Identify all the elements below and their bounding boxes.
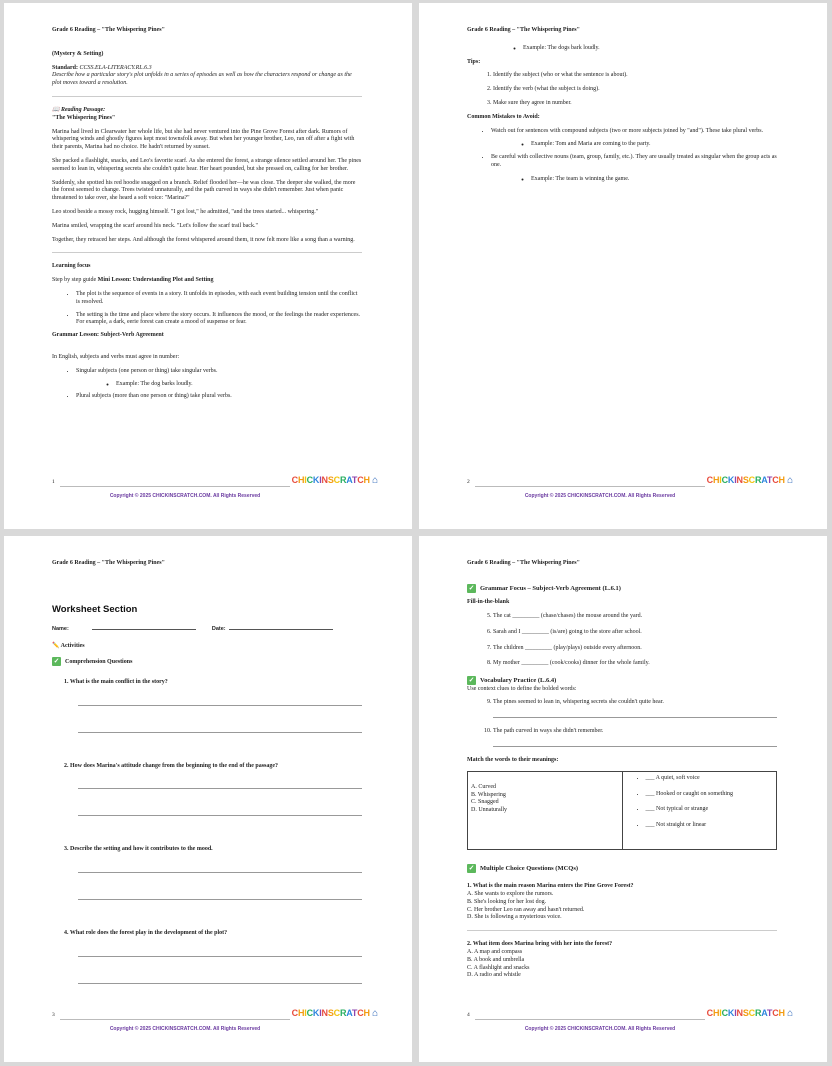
- tip-item: 2. Identify the verb (what the subject is doing).: [493, 86, 777, 94]
- page-2: [419, 3, 827, 529]
- list-item: 9. The pines seemed to lean in, whispering secrets she couldn't quite hear.: [493, 699, 777, 707]
- list-item: • Watch out for sentences with compound subjects (two or more subjects joined by "and"). These take plural verbs. ◦ Example: Tom and Maria are coming to the party.: [491, 128, 777, 150]
- home-icon: ⌂: [787, 1007, 793, 1019]
- check-icon: ✓: [53, 657, 60, 666]
- page-4: [419, 536, 827, 1062]
- match-meaning[interactable]: • ___ Not typical or strange: [646, 806, 774, 814]
- fill-title: Fill-in-the-blank: [467, 599, 510, 606]
- tips-title: Tips:: [467, 58, 481, 65]
- match-words: [468, 771, 623, 849]
- match-meaning[interactable]: • ___ Hooked or caught on something: [646, 791, 774, 799]
- page-header: Grade 6 Reading – "The Whispering Pines": [467, 27, 580, 33]
- divider: [52, 252, 362, 253]
- list-item: ◦ Example: The dog barks loudly.: [116, 381, 362, 389]
- question: 2. How does Marina's attitude change from the beginning to the end of the passage?: [64, 762, 279, 769]
- match-word: D. Unnaturally: [471, 807, 507, 814]
- list-item: • The plot is the sequence of events in a story. It unfolds in episodes, with each event building tension until the conflict is resolved.: [76, 291, 362, 307]
- example-list: [507, 45, 777, 53]
- tip-item: 3. Make sure they agree in number.: [493, 100, 777, 108]
- match-title: Match the words to their meanings:: [467, 757, 559, 764]
- answer-line[interactable]: [78, 983, 362, 984]
- match-meanings: [622, 771, 777, 849]
- vocab-list: [493, 699, 777, 707]
- passage-paragraph: Suddenly, she spotted his red hoodie snagged on a branch. Relief flooded her—he was close. The deeper she walked, the more the forest seemed to change. Trees twisted unnaturally, and the path curved in ways she didn't remember. Just when panic threatened to take over, she heard a soft voice: "Marina?": [52, 179, 356, 202]
- passage-paragraph: Leo stood beside a mossy rock, hugging himself. "I got lost," he admitted, "and the trees started... whispering.": [52, 208, 319, 215]
- logo: CHICKINSCRATCH ⌂: [706, 1007, 793, 1019]
- home-icon: ⌂: [372, 1007, 378, 1019]
- answer-line[interactable]: [78, 732, 362, 733]
- mistakes-list: [491, 128, 777, 184]
- page-header: Grade 6 Reading – "The Whispering Pines": [467, 560, 580, 566]
- list-item: • Plural subjects (more than one person or thing) take plural verbs.: [76, 393, 362, 401]
- vocab-title: ✓ Vocabulary Practice (L.6.4): [468, 676, 557, 685]
- passage-paragraph: Marina had lived in Clearwater her whole life, but she had never ventured into the Pine Grove Forest after dark. Rumors of whispering winds and ghostly figures kept most townsfolk away. But when her younger brother, Leo, ran off after a fight with their parents, Marina had no choice. He hadn't returned by sunset.: [52, 128, 355, 151]
- divider: [467, 930, 777, 931]
- page-footer: [467, 1007, 793, 1033]
- vocab-intro: Use context clues to define the bolded words:: [467, 685, 577, 692]
- logo: CHICKINSCRATCH ⌂: [291, 474, 378, 486]
- lesson-title: Step by step guide Mini Lesson: Understanding Plot and Setting: [52, 277, 214, 284]
- list-item: 7. The children _________ (play/plays) outside every afternoon.: [493, 645, 777, 653]
- home-icon: ⌂: [372, 474, 378, 486]
- name-date-row: Name: Date:: [52, 626, 362, 633]
- match-word: B. Whispering: [471, 791, 506, 798]
- mcq-option[interactable]: B. She's looking for her lost dog.: [467, 898, 547, 905]
- divider: [52, 96, 362, 97]
- match-table: [467, 771, 777, 850]
- answer-line[interactable]: [78, 788, 362, 789]
- match-meaning[interactable]: • ___ Not straight or linear: [646, 822, 774, 830]
- check-icon: ✓: [468, 583, 475, 592]
- page-footer: [52, 474, 378, 500]
- tips-list: [493, 72, 777, 107]
- match-word: A. Curved: [471, 783, 496, 790]
- page-number: 1: [52, 478, 55, 485]
- mcq-option[interactable]: D. A radio and whistle: [467, 972, 521, 979]
- list-item: • Singular subjects (one person or thing) take singular verbs. ◦ Example: The dog barks loudly.: [76, 368, 362, 389]
- mcq-option[interactable]: C. Her brother Leo ran away and hasn't returned.: [467, 906, 585, 913]
- lesson-list: [76, 291, 362, 327]
- list-item: 5. The cat _________ (chase/chases) the mouse around the yard.: [493, 613, 777, 621]
- copyright: Copyright © 2025 CHICKINSCRATCH.COM. All Rights Reserved: [109, 492, 261, 499]
- home-icon: ⌂: [787, 474, 793, 486]
- date-field[interactable]: [229, 629, 333, 630]
- fill-list: [493, 613, 777, 668]
- check-icon: ✓: [468, 863, 475, 872]
- question-text: What role does the forest play in the development of the plot?: [69, 930, 228, 937]
- mcq-question: 2. What item does Marina bring with her into the forest?: [467, 941, 613, 948]
- page-3: [4, 536, 412, 1062]
- standard: Standard: CCSS.ELA-LITERACY.RL.6.3 Describe how a particular story's plot unfolds in a series of episodes as well as how the characters respond or change as the plot moves toward a resolution.: [52, 64, 352, 87]
- mcq-question: 1. What is the main reason Marina enters the Pine Grove Forest?: [467, 883, 634, 890]
- answer-line[interactable]: [78, 872, 362, 873]
- list-item: ◦ Example: The dogs bark loudly.: [523, 45, 777, 53]
- passage-paragraph: Marina smiled, wrapping the scarf around his neck. "Let's follow the scarf trail back.": [52, 222, 258, 229]
- list-item: 10. The path curved in ways she didn't remember.: [493, 728, 777, 736]
- name-field[interactable]: [92, 629, 196, 630]
- passage-label: 📖 Reading Passage:: [52, 106, 106, 113]
- question-text: Describe the setting and how it contributes to the mood.: [70, 846, 213, 853]
- mcq-option[interactable]: C. A flashlight and snacks: [467, 964, 530, 971]
- page-footer: [52, 1007, 378, 1033]
- answer-line[interactable]: [78, 815, 362, 816]
- page-header: Grade 6 Reading – "The Whispering Pines": [52, 560, 165, 566]
- copyright: Copyright © 2025 CHICKINSCRATCH.COM. All Rights Reserved: [109, 1025, 261, 1032]
- mcq-option[interactable]: B. A book and umbrella: [467, 956, 525, 963]
- grammar-intro: In English, subjects and verbs must agree in number:: [52, 353, 180, 360]
- genre: (Mystery & Setting): [52, 50, 104, 57]
- worksheet-title: Worksheet Section: [52, 603, 138, 615]
- list-item: • The setting is the time and place where the story occurs. It influences the mood, or the feelings the reader experiences. For example, a dark, eerie forest can create a mood of suspense or fear.: [76, 312, 362, 328]
- question-text: What is the main conflict in the story?: [69, 678, 168, 685]
- copyright: Copyright © 2025 CHICKINSCRATCH.COM. All Rights Reserved: [524, 1025, 676, 1032]
- mistakes-title: Common Mistakes to Avoid:: [467, 113, 540, 120]
- comprehension-questions: [52, 679, 362, 984]
- answer-line[interactable]: [78, 899, 362, 900]
- answer-line[interactable]: [78, 705, 362, 706]
- passage-paragraph: She packed a flashlight, snacks, and Leo's favorite scarf. As she entered the forest, a strange silence settled around her. The pines seemed to lean in, whispering secrets she couldn't quite hear. Her heart pounded, but she pressed on, calling for her brother.: [52, 157, 362, 172]
- activities-label: ✏️ Activities: [52, 643, 85, 650]
- match-meaning[interactable]: • ___ A quiet, soft voice: [646, 775, 774, 783]
- passage-title: "The Whispering Pines": [52, 114, 116, 121]
- passage-body: [52, 129, 362, 245]
- list-item: 8. My mother _________ (cook/cooks) dinner for the whole family.: [493, 660, 777, 668]
- answer-line[interactable]: [493, 717, 777, 718]
- mcq-title: ✓ Multiple Choice Questions (MCQs): [468, 863, 579, 872]
- page-number: 4: [467, 1011, 470, 1018]
- question: 4. What role does the forest play in the development of the plot?: [64, 930, 228, 937]
- vocab-list: [493, 728, 777, 736]
- mcq-section: [467, 883, 777, 980]
- check-icon: ✓: [468, 676, 475, 685]
- grammar-focus-title: ✓ Grammar Focus – Subject-Verb Agreement (L.6.1): [468, 583, 621, 592]
- grammar-list: [76, 368, 362, 401]
- question: 1. What is the main conflict in the story?: [64, 678, 168, 685]
- page-header: Grade 6 Reading – "The Whispering Pines": [52, 27, 165, 33]
- copyright: Copyright © 2025 CHICKINSCRATCH.COM. All Rights Reserved: [524, 492, 676, 499]
- page-footer: [467, 474, 793, 500]
- logo: CHICKINSCRATCH ⌂: [291, 1007, 378, 1019]
- mcq-option[interactable]: A. She wants to explore the rumors.: [467, 891, 554, 898]
- list-item: • Be careful with collective nouns (team, group, family, etc.). They are usually treated as singular when the group acts as one. ◦ Example: The team is winning the game.: [491, 154, 777, 183]
- page-number: 3: [52, 1011, 55, 1018]
- mcq-option[interactable]: D. She is following a mysterious voice.: [467, 914, 562, 921]
- comp-title: ✓ Comprehension Questions: [53, 657, 133, 666]
- list-item: 6. Sarah and I _________ (is/are) going to the store after school.: [493, 629, 777, 637]
- page-1: [4, 3, 412, 529]
- question-text: How does Marina's attitude change from the beginning to the end of the passage?: [70, 762, 279, 769]
- page-number: 2: [467, 478, 470, 485]
- mcq-option[interactable]: A. A map and compass: [467, 949, 523, 956]
- grammar-title: Grammar Lesson: Subject-Verb Agreement: [52, 332, 164, 339]
- focus-title: Learning focus: [52, 263, 91, 270]
- list-item: ◦ Example: Tom and Maria are coming to the party.: [531, 141, 777, 149]
- logo: CHICKINSCRATCH ⌂: [706, 474, 793, 486]
- question: 3. Describe the setting and how it contributes to the mood.: [64, 846, 213, 853]
- answer-line[interactable]: [493, 746, 777, 747]
- passage-paragraph: Together, they retraced her steps. And although the forest whispered around them, it now felt more like a song than a warning.: [52, 236, 355, 243]
- tip-item: 1. Identify the subject (who or what the sentence is about).: [493, 72, 777, 80]
- match-word: C. Snagged: [471, 799, 499, 806]
- answer-line[interactable]: [78, 956, 362, 957]
- list-item: ◦ Example: The team is winning the game.: [531, 176, 777, 184]
